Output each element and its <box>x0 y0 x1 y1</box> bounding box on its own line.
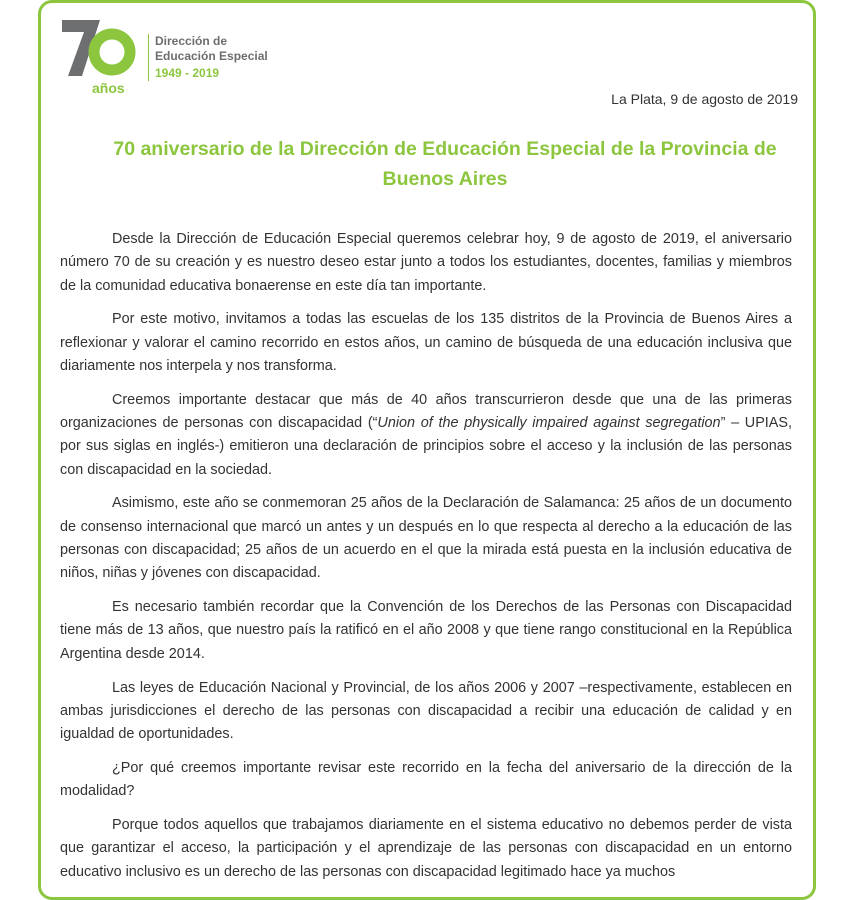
paragraph-3-before: Creemos importante destacar que más de 40 años transcurrieron desde que una de las primeras organizaciones de personas con discapacidad (“ <box>60 391 792 432</box>
paragraph-1: Desde la Dirección de Educación Especial queremos celebrar hoy, 9 de agosto de 2019, el aniversario número 70 de su creación y es nuestro deseo estar junto a todos los estudiantes, docentes, familias y miembros de la comunidad educativa bonaerense en este día tan importante. <box>60 231 792 294</box>
logo-years: 1949 - 2019 <box>155 66 220 80</box>
document-body <box>60 228 792 894</box>
logo-line-1: Dirección de <box>155 34 228 48</box>
paragraph-7: ¿Por qué creemos importante revisar este recorrido en la fecha del aniversario de la dirección de la modalidad? <box>60 759 792 800</box>
document-title: 70 aniversario de la Dirección de Educación Especial de la Provincia de Buenos Aires <box>113 138 777 190</box>
paragraph-4: Asimismo, este año se conmemoran 25 años de la Declaración de Salamanca: 25 años de un documento de consenso internacional que marcó un antes y un después en lo que respecta al derecho a la educación de las personas con discapacidad; 25 años de un acuerdo en el que la mirada está puesta en la inclusión educativa de niños, niñas y jóvenes con discapacidad. <box>60 495 792 582</box>
paragraph-8: Porque todos aquellos que trabajamos diariamente en el sistema educativo no debemos perder de vista que garantizar el acceso, la participación y el aprendizaje de las personas con discapacidad en un entorno educativo inclusivo es un derecho de las personas con discapacidad legitimado hace ya muchos <box>60 817 792 880</box>
paragraph-3 <box>60 389 792 482</box>
document-date: La Plata, 9 de agosto de 2019 <box>611 91 798 107</box>
logo-70-graphic <box>60 16 140 86</box>
paragraph-6: Las leyes de Educación Nacional y Provincial, de los años 2006 y 2007 –respectivamente, establecen en ambas jurisdicciones el derecho de las personas con discapacidad a recibir una educación de calidad y en igualdad de oportunidades. <box>60 679 792 743</box>
logo-org-name <box>148 34 268 81</box>
logo-line-2: Educación Especial <box>155 49 268 63</box>
paragraph-3-italic: Union of the physically impaired against segregation <box>377 415 721 432</box>
paragraph-2: Por este motivo, invitamos a todas las escuelas de los 135 distritos de la Provincia de Buenos Aires a reflexionar y valorar el camino recorrido en estos años, un camino de búsqueda de una educación inclusiva que diariamente nos interpela y nos transforma. <box>60 311 792 374</box>
paragraph-3-after: ” – UPIAS, por sus siglas en inglés-) emitieron una declaración de principios sobre el acceso y la inclusión de las personas con discapacidad en la sociedad. <box>60 415 792 478</box>
logo-70-anos <box>60 16 280 100</box>
paragraph-5: Es necesario también recordar que la Convención de los Derechos de las Personas con Discapacidad tiene más de 13 años, que nuestro país la ratificó en el año 2008 y que tiene rango constitucional en la República Argentina desde 2014. <box>60 599 792 662</box>
logo-anos-label: años <box>92 80 125 96</box>
